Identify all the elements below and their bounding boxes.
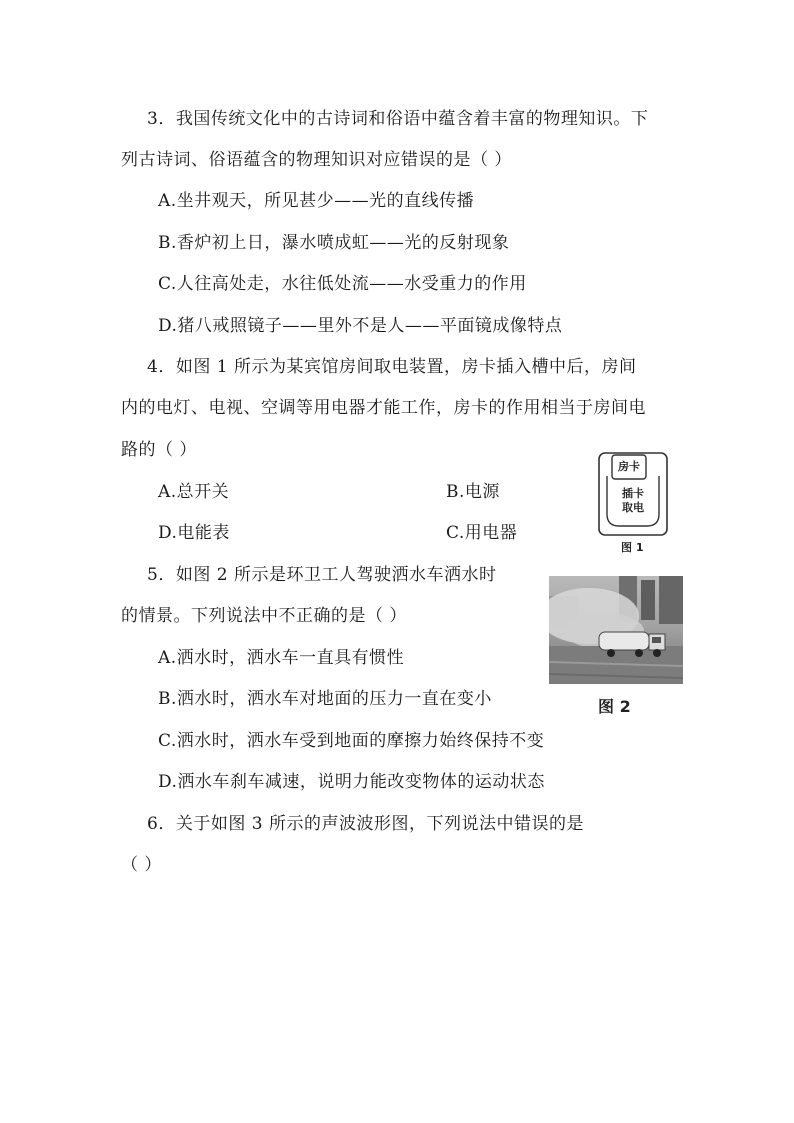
q5-option-d: D.洒水车刹车减速，说明力能改变物体的运动状态 (158, 772, 545, 792)
q3-stem-line2: 列古诗词、俗语蕴含的物理知识对应错误的是（ ） (121, 150, 512, 170)
q3-option-a: A.坐井观天，所见甚少——光的直线传播 (158, 191, 475, 211)
q4-stem-line3: 路的（ ） (121, 440, 197, 460)
slot-label-2: 取电 (622, 501, 644, 514)
figure2-caption: 图 2 (598, 697, 631, 716)
q5-option-b: B.洒水时，洒水车对地面的压力一直在变小 (158, 689, 492, 709)
q6-stem-line2: （ ） (121, 855, 162, 875)
q5-option-c: C.洒水时，洒水车受到地面的摩擦力始终保持不变 (158, 731, 545, 751)
q4-option-c: C.用电器 (446, 523, 518, 543)
q4-stem-line2: 内的电灯、电视、空调等用电器才能工作，房卡的作用相当于房间电 (121, 398, 646, 418)
q5-stem-line1: 5．如图 2 所示是环卫工人驾驶洒水车洒水时 (147, 565, 497, 585)
q4-option-a: A.总开关 (158, 482, 230, 502)
q3-option-d: D.猪八戒照镜子——里外不是人——平面镜成像特点 (158, 316, 563, 336)
q6-stem-line1: 6．关于如图 3 所示的声波波形图，下列说法中错误的是 (147, 814, 584, 834)
q3-stem-line1: 3．我国传统文化中的古诗词和俗语中蕴含着丰富的物理知识。下 (147, 109, 649, 129)
q4-option-b: B.电源 (446, 482, 500, 502)
q5-option-a: A.洒水时，洒水车一直具有惯性 (158, 648, 405, 668)
q3-option-c: C.人往高处走，水往低处流——水受重力的作用 (158, 274, 527, 294)
q3-option-b: B.香炉初上日，瀑水喷成虹——光的反射现象 (158, 233, 510, 253)
slot-label-1: 插卡 (622, 487, 644, 500)
sprinkler-truck-photo (549, 576, 683, 684)
room-card-slot-figure (598, 452, 668, 536)
q5-stem-line2: 的情景。下列说法中不正确的是（ ） (121, 606, 407, 626)
q4-stem-line1: 4．如图 1 所示为某宾馆房间取电装置，房卡插入槽中后，房间 (147, 357, 637, 377)
figure1-caption: 图 1 (621, 541, 644, 554)
card-label: 房卡 (618, 460, 640, 473)
q4-option-d: D.电能表 (158, 523, 230, 543)
